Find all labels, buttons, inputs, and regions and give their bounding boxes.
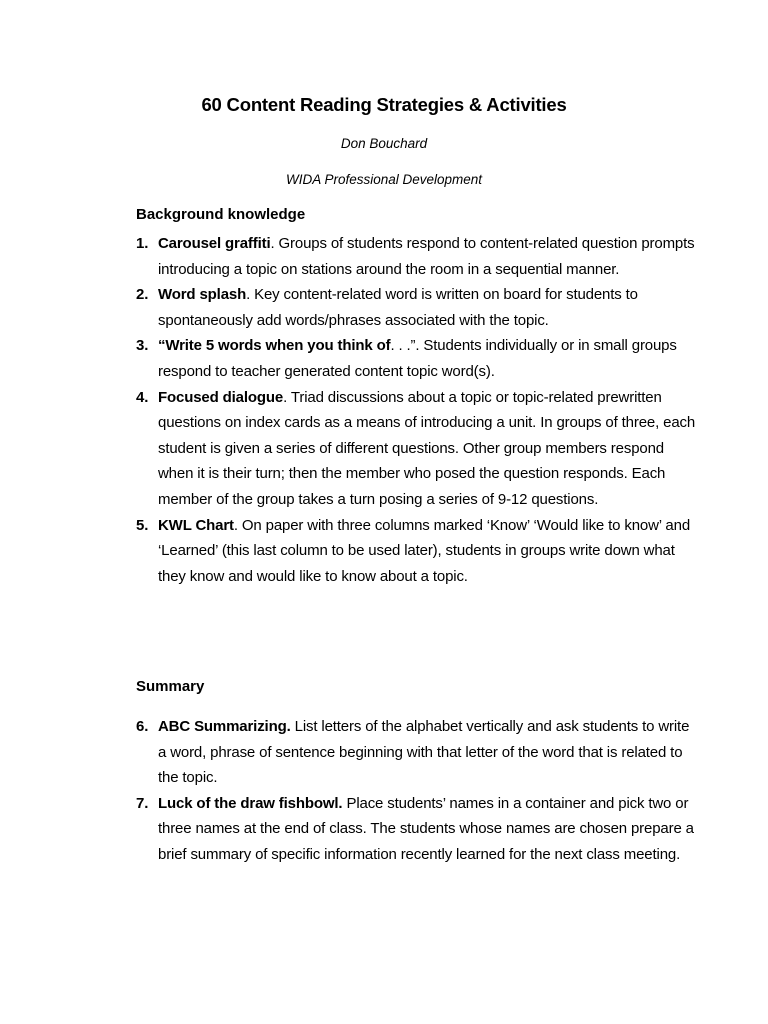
list-item-term: Word splash — [158, 286, 247, 304]
list-item — [136, 714, 696, 791]
document-organization: WIDA Professional Development — [285, 172, 483, 187]
list-item — [136, 791, 696, 868]
list-item — [136, 282, 696, 333]
list-item-number: 4. — [136, 388, 149, 406]
list-item-text: . Key content-related word is written on board for students to spontaneously add words/phrases associated with the topic. — [158, 286, 638, 329]
list-item-text: . On paper with three columns marked ‘Know’ ‘Would like to know’ and ‘Learned’ (this last column to be used later), students in groups write down what they know and would like to know about a topic. — [158, 516, 691, 585]
list-item-term: ABC Summarizing. — [158, 718, 291, 735]
section-heading-background-knowledge: Background knowledge — [136, 206, 306, 223]
list-item-number: 7. — [136, 794, 149, 812]
document-author: Don Bouchard — [340, 136, 428, 151]
list-item-text: Place students’ names in a container and pick two or three names at the end of class. The students whose names are chosen prepare a brief summary of specific information recently learned for the next class meeting. — [158, 794, 694, 863]
list-item-number: 6. — [136, 718, 149, 735]
list-item-term: Focused dialogue — [158, 388, 284, 406]
section-heading-summary: Summary — [136, 678, 205, 695]
list-item-number: 3. — [136, 337, 149, 355]
list-item — [136, 385, 696, 513]
list-item-term: KWL Chart — [158, 516, 234, 534]
list-item-term: “Write 5 words when you think of — [158, 337, 391, 355]
list-item — [136, 513, 696, 590]
list-item-term: Luck of the draw fishbowl. — [158, 794, 343, 812]
document-title: 60 Content Reading Strategies & Activities — [201, 94, 567, 115]
list-item-number: 2. — [136, 286, 149, 304]
list-item — [136, 231, 696, 282]
list-item-text: . Triad discussions about a topic or topic-related prewritten questions on index cards as a means of introducing a unit. In groups of three, each student is given a series of different questions. Other group members respond when it is their turn; then the member who posed the question responds. Each member of the group takes a turn posing a series of 9-12 questions. — [158, 388, 696, 508]
list-item-text: . Groups of students respond to content-related question prompts introducing a topic on stations around the room in a sequential manner. — [158, 235, 695, 278]
summary-list — [136, 714, 696, 868]
background-knowledge-list — [136, 231, 696, 589]
list-item-text: . . .”. Students individually or in small groups respond to teacher generated content topic word(s). — [158, 337, 677, 380]
list-item — [136, 333, 696, 384]
list-item-term: Carousel graffiti — [158, 235, 271, 252]
list-item-number: 5. — [136, 516, 149, 534]
list-item-text: List letters of the alphabet vertically and ask students to write a word, phrase of sentence beginning with that letter of the word that is related to the topic. — [158, 718, 690, 787]
list-item-number: 1. — [136, 235, 149, 252]
